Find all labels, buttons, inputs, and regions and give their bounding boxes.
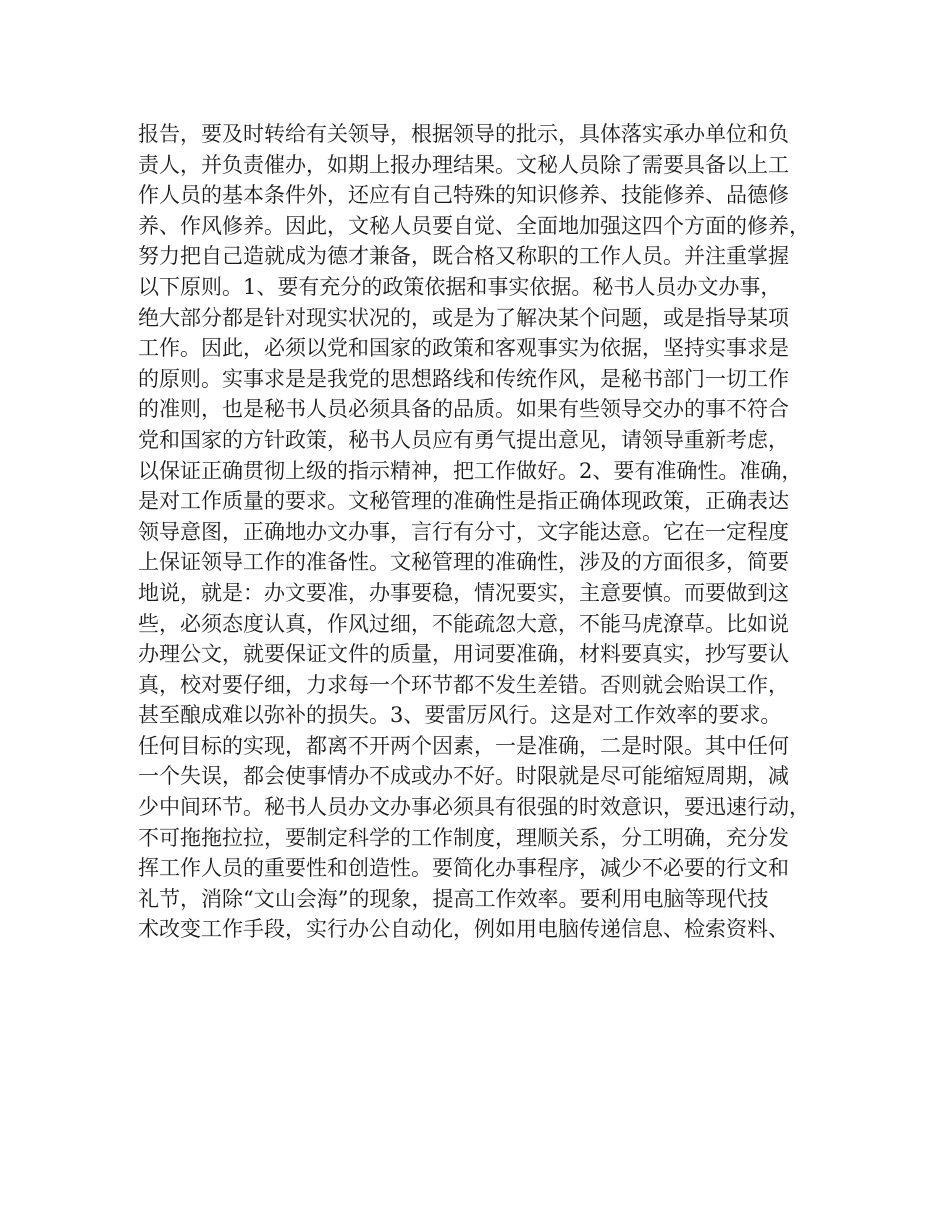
text-line: 绝大部分都是针对现实状况的，或是为了解决某个问题，或是指导某项 [138, 305, 789, 330]
text-line: 任何目标的实现，都离不开两个因素，一是准确，二是时限。其中任何 [138, 733, 789, 758]
text-line: 上保证领导工作的准备性。文秘管理的准确性，涉及的方面很多，简要 [138, 550, 789, 575]
text-line: 地说，就是：办文要准，办事要稳，情况要实，主意要慎。而要做到这 [138, 580, 789, 605]
text-line: 作人员的基本条件外，还应有自己特殊的知识修养、技能修养、品德修 [138, 183, 789, 208]
text-line: 些，必须态度认真，作风过细，不能疏忽大意，不能马虎潦草。比如说 [138, 611, 789, 636]
text-line: 养、作风修养。因此，文秘人员要自觉、全面地加强这四个方面的修养， [138, 213, 810, 238]
text-line: 是对工作质量的要求。文秘管理的准确性是指正确体现政策，正确表达 [138, 489, 789, 514]
text-line: 以保证正确贯彻上级的指示精神，把工作做好。2、要有准确性。准确， [138, 458, 803, 483]
text-line: 工作。因此，必须以党和国家的政策和客观事实为依据，坚持实事求是 [138, 336, 789, 361]
text-line: 报告，要及时转给有关领导，根据领导的批示，具体落实承办单位和负 [138, 122, 789, 146]
text-line: 挥工作人员的重要性和创造性。要简化办事程序，减少不必要的行文和 [138, 856, 789, 881]
text-line: 术改变工作手段，实行办公自动化，例如用电脑传递信息、检索资料、 [138, 917, 789, 942]
text-line: 少中间环节。秘书人员办文办事必须具有很强的时效意识，要迅速行动， [138, 795, 810, 820]
text-line: 党和国家的方针政策，秘书人员应有勇气提出意见，请领导重新考虑， [138, 427, 789, 452]
text-line: 不可拖拖拉拉，要制定科学的工作制度，理顺关系，分工明确，充分发 [138, 825, 789, 850]
text-line: 甚至酿成难以弥补的损失。3、要雷厉风行。这是对工作效率的要求。 [138, 703, 782, 728]
text-line: 努力把自己造就成为德才兼备，既合格又称职的工作人员。并注重掌握 [138, 244, 789, 269]
text-line: 真，校对要仔细，力求每一个环节都不发生差错。否则就会贻误工作， [138, 672, 789, 697]
body-text [138, 119, 838, 945]
text-line: 责人，并负责催办，如期上报办理结果。文秘人员除了需要具备以上工 [138, 152, 789, 177]
text-line: 的原则。实事求是是我党的思想路线和传统作风，是秘书部门一切工作 [138, 366, 789, 391]
text-line: 礼节，消除“文山会海”的现象，提高工作效率。要利用电脑等现代技 [138, 886, 769, 911]
text-line: 办理公文，就要保证文件的质量，用词要准确，材料要真实，抄写要认 [138, 642, 789, 667]
text-line: 以下原则。1、要有充分的政策依据和事实依据。秘书人员办文办事， [138, 274, 782, 299]
text-line: 一个失误，都会使事情办不成或办不好。时限就是尽可能缩短周期，减 [138, 764, 789, 789]
text-line: 的准则，也是秘书人员必须具备的品质。如果有些领导交办的事不符合 [138, 397, 789, 422]
text-line: 领导意图，正确地办文办事，言行有分寸，文字能达意。它在一定程度 [138, 519, 789, 544]
